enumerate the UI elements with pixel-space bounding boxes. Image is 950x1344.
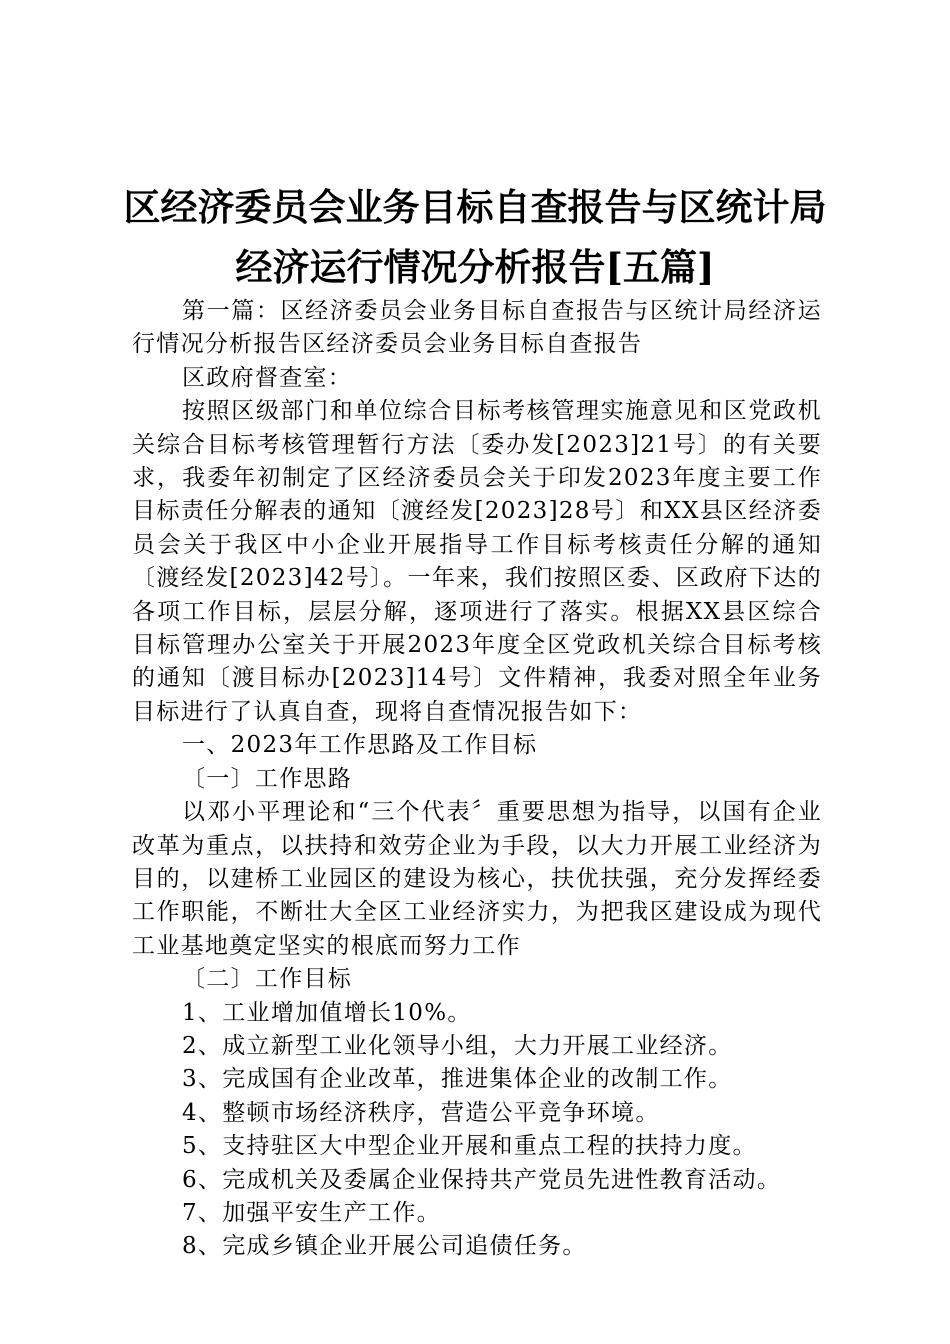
paragraph-introduction: 按照区级部门和单位综合目标考核管理实施意见和区党政机关综合目标考核管理暂行方法〔委办发[2023]21号〕的有关要求，我委年初制定了区经济委员会关于印发2023年度主要工作目标责任分解表的通知〔渡经发[2023]28号〕和XX县区经济委员会关于我区中小企业开展指导工作目标考核责任分解的通知〔渡经发[2023]42号〕。一年来，我们按照区委、区政府下达的各项工作目标，层层分解，逐项进行了落实。根据XX县区综合目标管理办公室关于开展2023年度全区党政机关综合目标考核的通知〔渡目标办[2023]14号〕文件精神，我委对照全年业务目标进行了认真自查，现将自查情况报告如下：: [132, 398, 822, 725]
paragraph-heading-first-article: 第一篇：区经济委员会业务目标自查报告与区统计局经济运行情况分析报告区经济委员会业务目标自查报告: [132, 298, 822, 358]
document-title-line-1: 区经济委员会业务目标自查报告与区统计局: [123, 185, 827, 229]
goal-item: 3、完成国有企业改革，推进集体企业的改制工作。: [182, 1066, 733, 1093]
subsection-heading-approach: 〔一〕工作思路: [182, 765, 353, 792]
goal-item: 8、完成乡镇企业开展公司追债任务。: [182, 1233, 587, 1260]
goal-item: 4、整顿市场经济秩序，营造公平竞争环境。: [182, 1099, 660, 1126]
section-heading-1: 一、2023年工作思路及工作目标: [182, 732, 538, 759]
goal-item: 5、支持驻区大中型企业开展和重点工程的扶持力度。: [182, 1133, 757, 1160]
document-body: [132, 295, 822, 1264]
subsection-heading-goals: 〔二〕工作目标: [182, 966, 353, 993]
goal-item: 7、加强平安生产工作。: [182, 1199, 441, 1226]
goal-item: 1、工业增加值增长10%。: [182, 999, 472, 1026]
paragraph-approach: 以邓小平理论和“三个代表〞重要思想为指导，以国有企业改革为重点，以扶持和效劳企业为手段，以大力开展工业经济为目的，以建桥工业园区的建设为核心，扶优扶强，充分发挥经委工作职能，不断壮大全区工业经济实力，为把我区建设成为现代工业基地奠定坚实的根底而努力工作: [132, 799, 822, 959]
goal-item: 6、完成机关及委属企业保持共产党员先进性教育活动。: [182, 1166, 782, 1193]
document-title-line-2: 经济运行情况分析报告[五篇]: [235, 245, 715, 289]
paragraph-addressee: 区政府督查室：: [182, 364, 353, 391]
goal-item: 2、成立新型工业化领导小组，大力开展工业经济。: [182, 1032, 733, 1059]
